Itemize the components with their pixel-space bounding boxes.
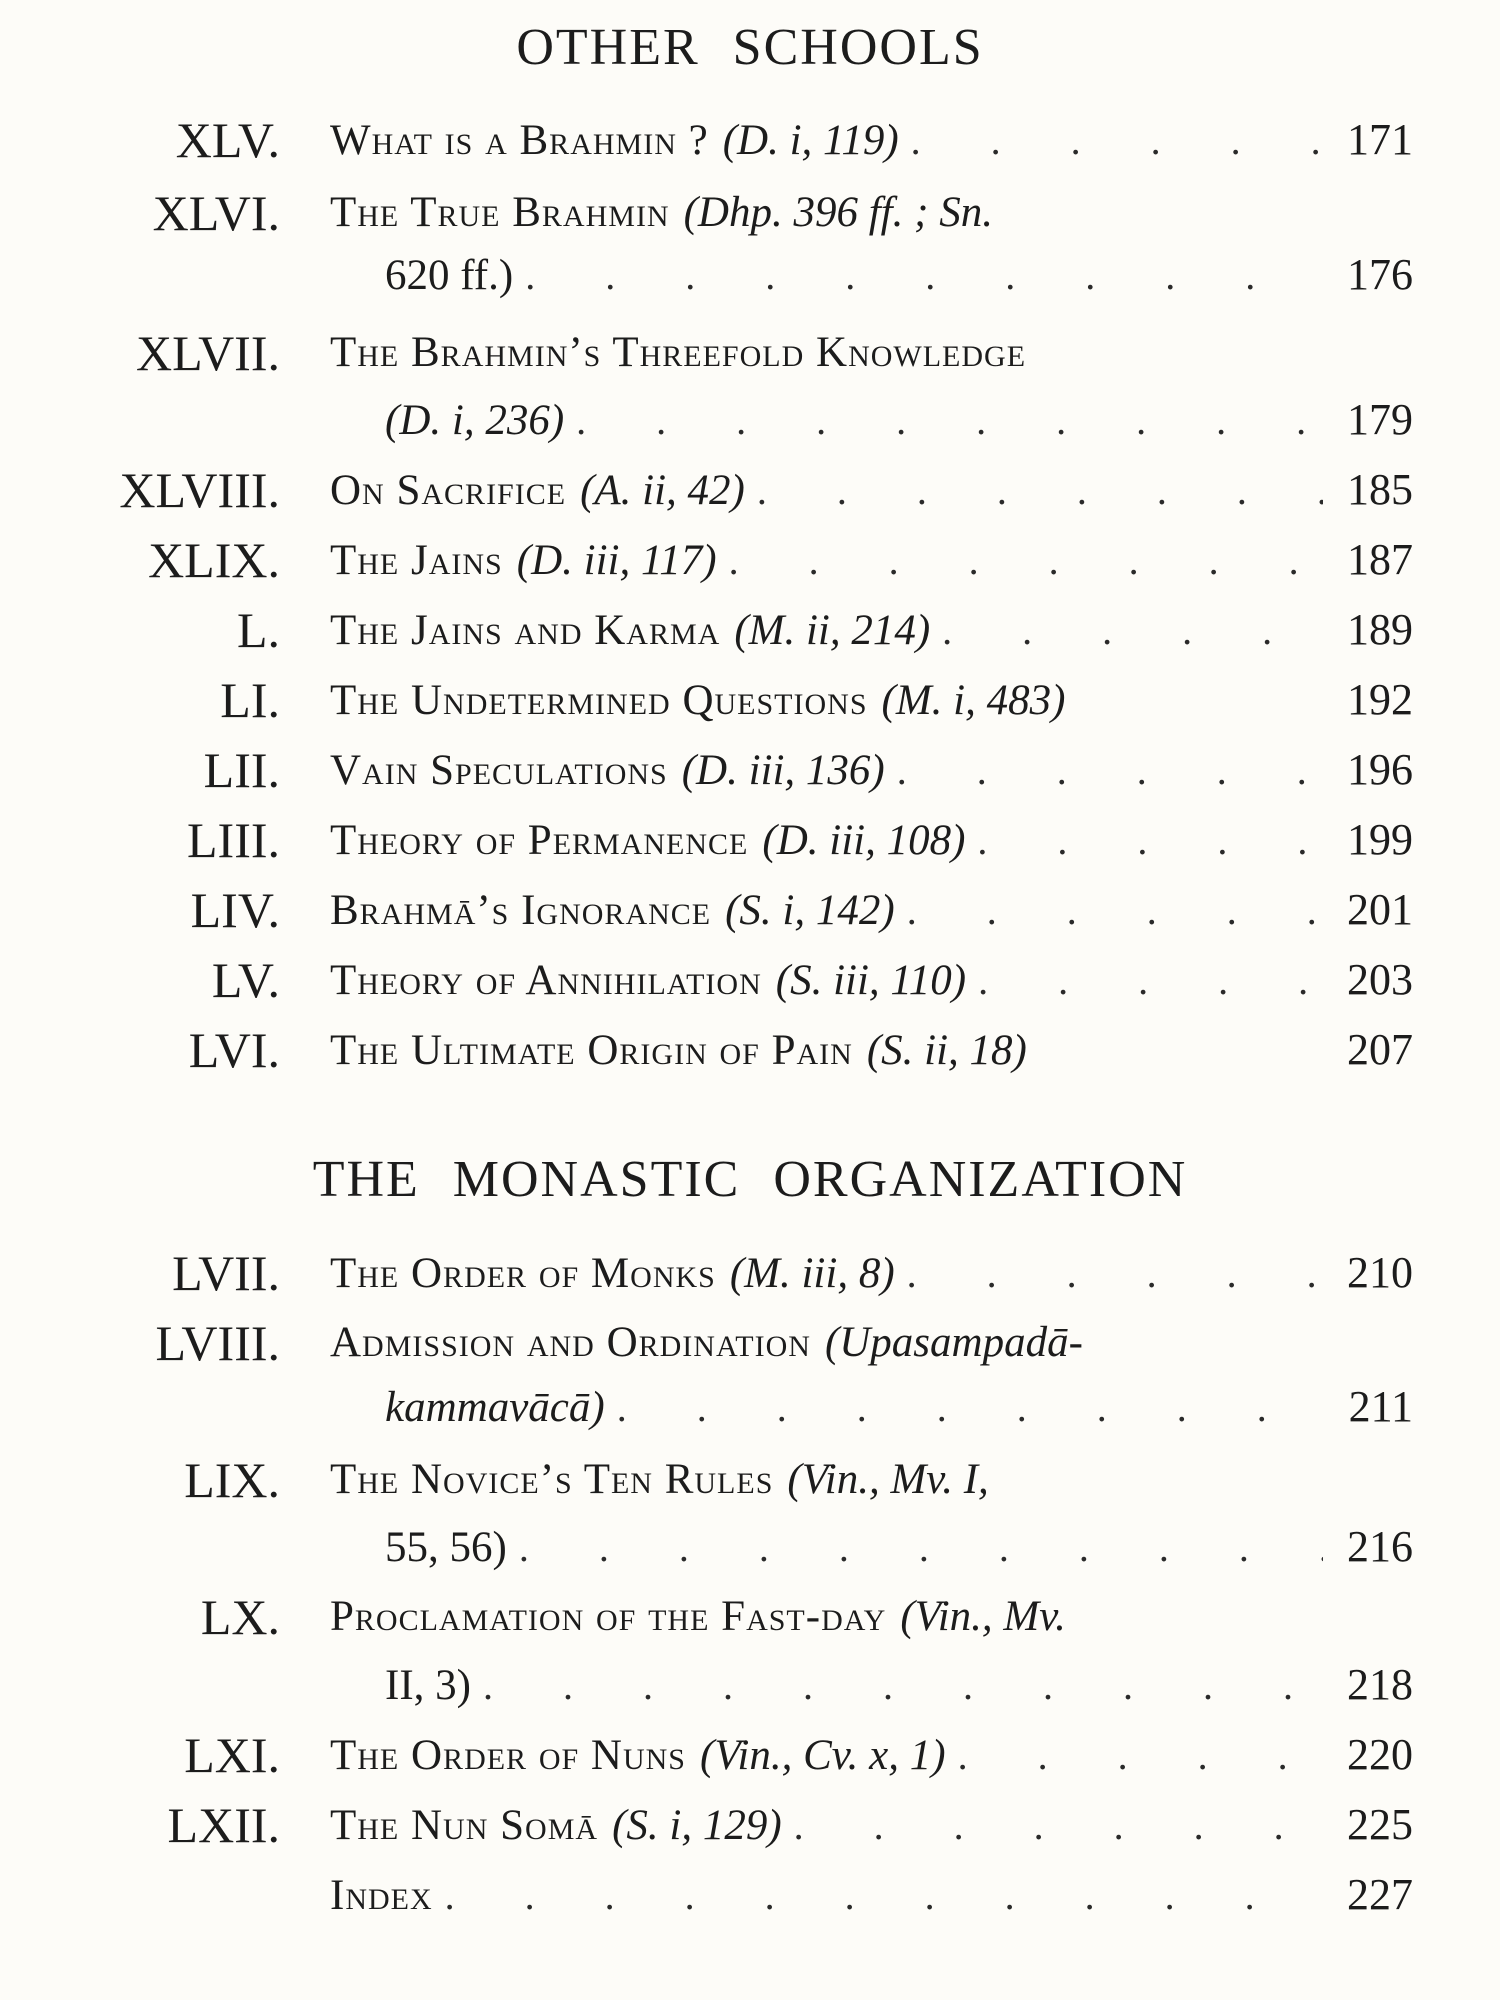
entry-title: The True Brahmin	[330, 189, 670, 236]
dot-leader	[782, 1791, 1323, 1861]
entry-number: LX.	[200, 1589, 280, 1645]
entry-reference: (M. iii, 8)	[729, 1250, 895, 1297]
entry-reference: (M. i, 483)	[881, 677, 1066, 724]
entry-title: The Novice’s Ten Rules	[330, 1456, 774, 1503]
entry-title: The Order of Monks	[330, 1250, 716, 1297]
section-heading-monastic-organization: THE MONASTIC ORGANIZATION	[312, 1151, 1188, 1208]
entry-title: The Jains and Karma	[330, 607, 721, 654]
dot-leader	[433, 1861, 1323, 1931]
entry-reference: (S. i, 142)	[725, 887, 895, 934]
entry-page-number: 216	[1347, 1522, 1413, 1571]
entry-page-number: 179	[1347, 395, 1413, 444]
entry-page-number: 192	[1347, 675, 1413, 724]
entry-number: LIV.	[190, 882, 280, 938]
entry-reference: (Dhp. 396 ff. ; Sn.	[683, 189, 993, 236]
dot-leader	[930, 596, 1323, 666]
entry-title: The Brahmin’s Threefold Knowledge	[330, 329, 1027, 376]
entry-page-number: 227	[1347, 1870, 1413, 1919]
entry-title: The Ultimate Origin of Pain	[330, 1027, 853, 1074]
entry-title: Theory of Permanence	[330, 817, 749, 864]
entry-number: LXI.	[184, 1727, 280, 1783]
entry-number: LIX.	[184, 1452, 280, 1508]
entry-number: LV.	[211, 952, 280, 1008]
entry-reference: (D. iii, 117)	[516, 537, 717, 584]
dot-leader	[471, 1651, 1323, 1721]
entry-page-number: 201	[1347, 885, 1413, 934]
entry-page-number: 185	[1347, 465, 1413, 514]
dot-leader	[895, 876, 1323, 946]
section-heading-other-schools: OTHER SCHOOLS	[516, 19, 984, 76]
entry-reference: (A. ii, 42)	[580, 467, 745, 514]
dot-leader	[564, 386, 1323, 456]
dot-leader	[717, 526, 1323, 596]
entry-title: The Undetermined Questions	[330, 677, 868, 724]
entry-page-number: 189	[1347, 605, 1413, 654]
entry-reference: (Vin., Mv. I,	[787, 1456, 989, 1503]
entry-title: The Jains	[330, 537, 503, 584]
entry-title: Index	[330, 1872, 433, 1919]
dot-leader	[946, 1721, 1323, 1791]
entry-title: The Order of Nuns	[330, 1732, 686, 1779]
entry-title: On Sacrifice	[330, 467, 567, 514]
entry-reference: (S. iii, 110)	[775, 957, 967, 1004]
entry-reference: (D. iii, 108)	[762, 817, 966, 864]
dot-leader	[899, 106, 1323, 176]
entry-page-number: 211	[1348, 1382, 1413, 1431]
entry-number: XLVIII.	[119, 462, 280, 518]
entry-page-number: 203	[1347, 955, 1413, 1004]
entry-reference: (S. i, 129)	[612, 1802, 782, 1849]
entry-number: XLIX.	[148, 532, 280, 588]
entry-continuation: 55, 56)	[385, 1524, 507, 1571]
entry-number: XLVI.	[152, 185, 280, 241]
entry-page-number: 225	[1347, 1800, 1413, 1849]
entry-continuation: II, 3)	[385, 1662, 471, 1709]
dot-leader	[895, 1239, 1323, 1309]
entry-continuation: 620 ff.)	[385, 252, 514, 299]
entry-page-number: 218	[1347, 1660, 1413, 1709]
entry-number: LVII.	[172, 1245, 280, 1301]
entry-reference: kammavācā)	[385, 1384, 605, 1431]
entry-page-number: 196	[1347, 745, 1413, 794]
entry-number: LVI.	[188, 1022, 280, 1078]
entry-page-number: 210	[1347, 1248, 1413, 1297]
entry-reference: (D. iii, 136)	[681, 747, 885, 794]
entry-number: XLVII.	[136, 325, 280, 381]
entry-title: Admission and Ordination	[330, 1319, 811, 1366]
entry-number: L.	[236, 602, 280, 658]
entry-page-number: 207	[1347, 1025, 1413, 1074]
entry-title: The Nun Somā	[330, 1802, 599, 1849]
entry-reference: (Vin., Mv.	[900, 1593, 1066, 1640]
dot-leader	[513, 241, 1323, 311]
dot-leader	[966, 946, 1323, 1016]
entry-title: Brahmā’s Ignorance	[330, 887, 712, 934]
entry-reference: (Upasampadā-	[824, 1319, 1083, 1366]
dot-leader	[885, 736, 1323, 806]
entry-number: LXII.	[167, 1797, 280, 1853]
dot-leader	[965, 806, 1323, 876]
entry-number: LIII.	[187, 812, 280, 868]
entry-number: LI.	[220, 672, 280, 728]
entry-reference: (Vin., Cv. x, 1)	[700, 1732, 946, 1779]
entry-title: Vain Speculations	[330, 747, 668, 794]
entry-page-number: 176	[1347, 250, 1413, 299]
entry-title: Theory of Annihilation	[330, 957, 762, 1004]
entry-reference: (S. ii, 18)	[866, 1027, 1027, 1074]
entry-reference: (D. i, 119)	[722, 117, 899, 164]
dot-leader	[745, 456, 1323, 526]
entry-page-number: 220	[1347, 1730, 1413, 1779]
entry-title: Proclamation of the Fast-day	[330, 1593, 887, 1640]
entry-reference: (D. i, 236)	[385, 397, 565, 444]
entry-reference: (M. ii, 214)	[734, 607, 931, 654]
dot-leader	[605, 1373, 1323, 1443]
entry-title: What is a Brahmin ?	[330, 117, 709, 164]
entry-page-number: 171	[1347, 115, 1413, 164]
dot-leader	[507, 1513, 1323, 1583]
entry-page-number: 187	[1347, 535, 1413, 584]
entry-number: LII.	[203, 742, 280, 798]
entry-number: XLV.	[175, 112, 280, 168]
entry-page-number: 199	[1347, 815, 1413, 864]
entry-number: LVIII.	[155, 1315, 280, 1371]
